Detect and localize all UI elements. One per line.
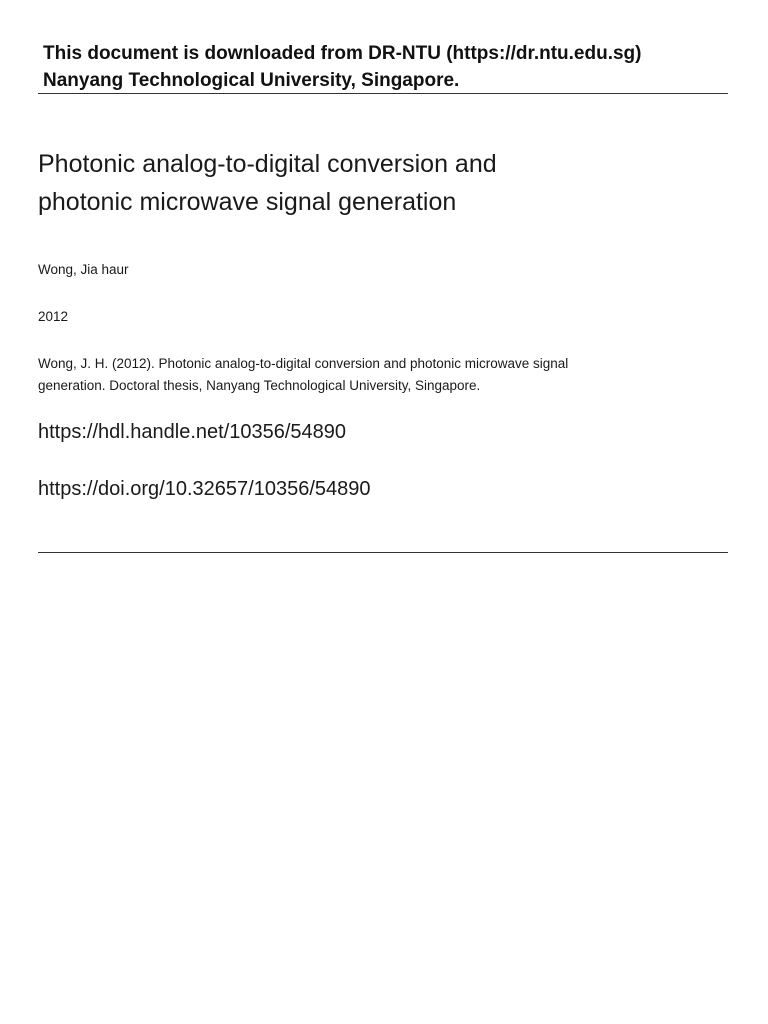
top-divider	[38, 93, 728, 94]
publication-year: 2012	[38, 309, 69, 324]
citation-text	[38, 353, 718, 397]
doi-link[interactable]: https://doi.org/10.32657/10356/54890	[38, 478, 371, 500]
document-title	[38, 145, 728, 221]
bottom-divider	[38, 552, 728, 553]
download-notice-line-1: This document is downloaded from DR‑NTU (https://dr.ntu.edu.sg)	[43, 43, 642, 64]
author-name: Wong, Jia haur	[38, 262, 129, 277]
citation-line-1: Wong, J. H. (2012). Photonic analog‑to‑digital conversion and photonic microwave signal	[38, 356, 569, 371]
citation-line-2: generation. Doctoral thesis, Nanyang Technological University, Singapore.	[38, 378, 481, 393]
download-notice-line-2: Nanyang Technological University, Singapore.	[43, 70, 460, 91]
handle-link[interactable]: https://hdl.handle.net/10356/54890	[38, 421, 347, 443]
document-title-line-2: photonic microwave signal generation	[38, 188, 457, 216]
download-notice	[43, 40, 723, 94]
document-title-line-1: Photonic analog‑to‑digital conversion and	[38, 150, 497, 178]
